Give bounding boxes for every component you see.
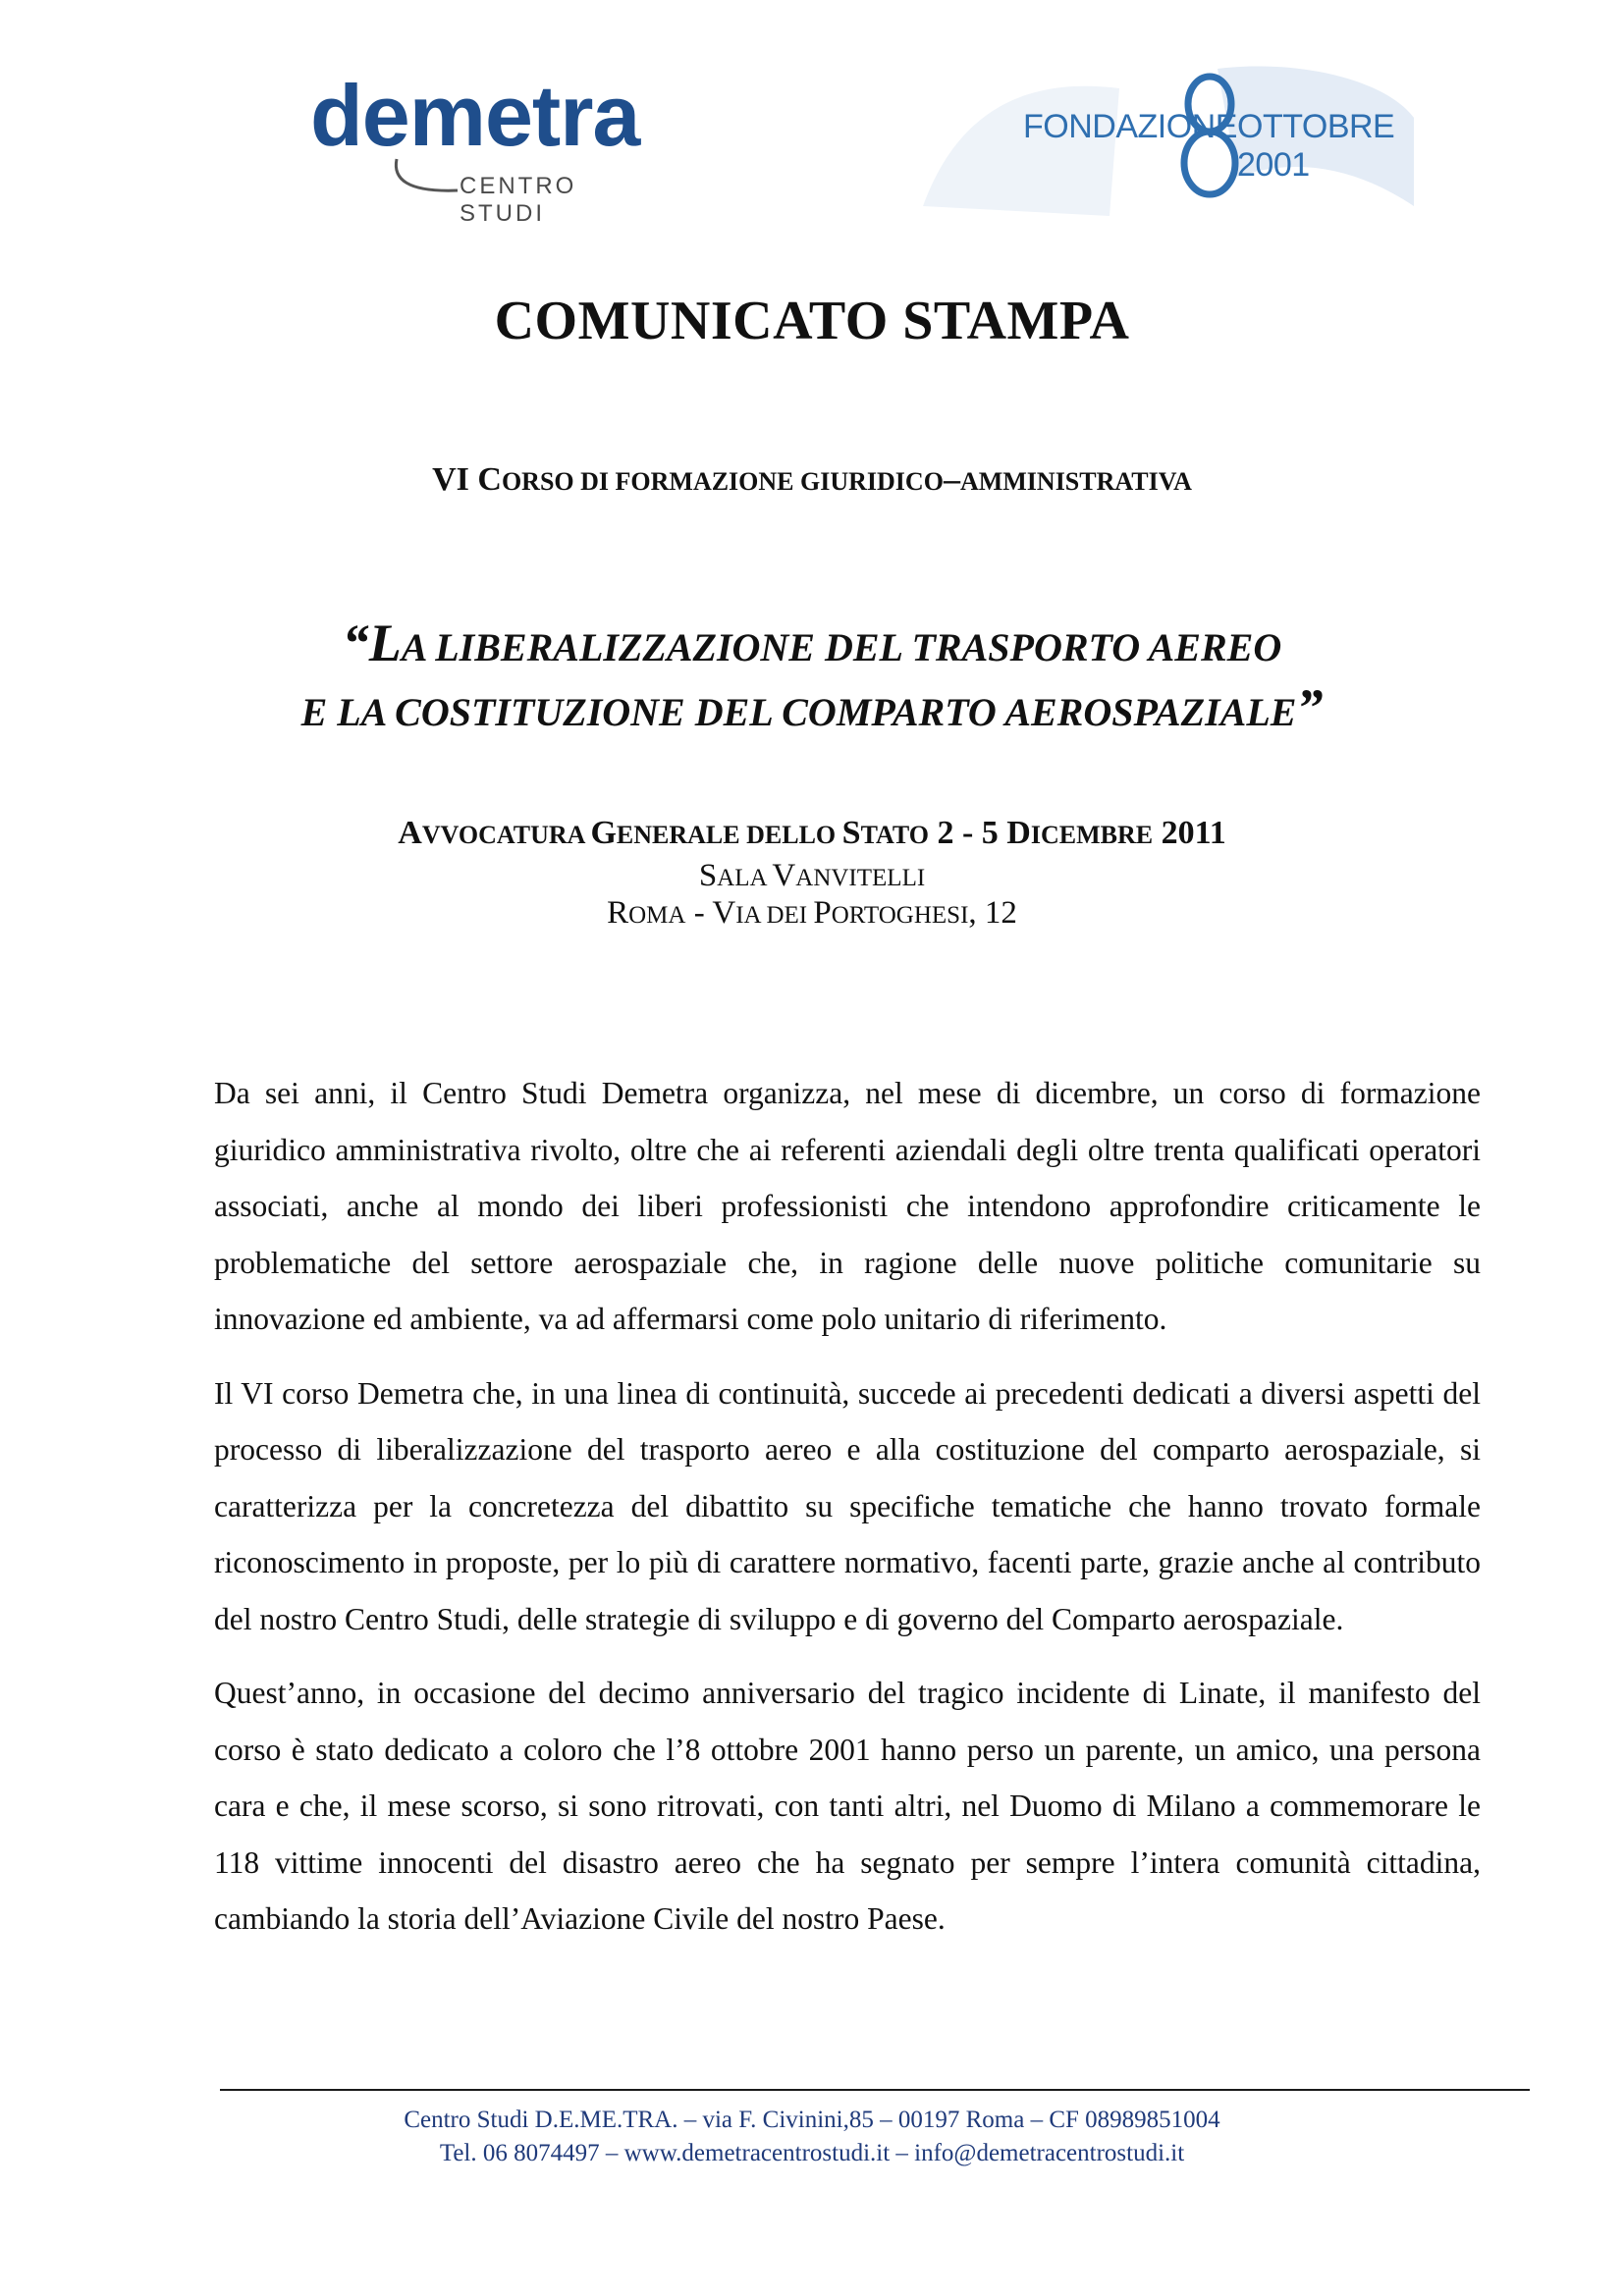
paragraph-2: Il VI corso Demetra che, in una linea di continuità, succede ai precedenti dedicati a diversi aspetti del processo di liberalizzazione del trasporto aereo e alla costituzione del comparto aerospaziale, si caratterizza per la concretezza del dibattito su specifiche tematiche che hanno trovato formale riconoscimento in proposte, per lo più di carattere normativo, facenti parte, grazie anche al contributo del nostro Centro Studi, delle strategie di sviluppo e di governo del Comparto aerospaziale. [214, 1375, 1481, 1636]
body-text [214, 1065, 1481, 1965]
topic-title-line-1: “LA LIBERALIZZAZIONE DEL TRASPORTO AEREO [342, 614, 1282, 672]
paragraph-1: Da sei anni, il Centro Studi Demetra organizza, nel mese di dicembre, un corso di formazione giuridico amministrativa rivolto, oltre che ai referenti aziendali degli oltre trenta qualificati operatori associati, anche al mondo dei liberi professionisti che intendono approfondire criticamente le problematiche del settore aerospaziale che, in ragione delle nuove politiche comunitarie su innovazione ed ambiente, va ad affermarsi come polo unitario di riferimento. [214, 1076, 1481, 1336]
page-title: COMUNICATO STAMPA [494, 291, 1130, 351]
venue-address: ROMA - VIA DEI PORTOGHESI, 12 [607, 895, 1017, 931]
venue-room: SALA VANVITELLI [698, 858, 926, 893]
fondazione-right-text: OTTOBRE 2001 [1237, 108, 1395, 184]
demetra-logo-subtitle: CENTRO STUDI [460, 173, 577, 227]
venue-date: AVVOCATURA GENERALE DELLO STATO 2 - 5 DICEMBRE 2011 [398, 815, 1226, 851]
demetra-logo-name: demetra [310, 67, 640, 164]
fondazione-logo [923, 59, 1414, 216]
footer-address: Centro Studi D.E.ME.TRA. – via F. Civinini,85 – 00197 Roma – CF 08989851004 [404, 2107, 1220, 2133]
topic-title-line-2: E LA COSTITUZIONE DEL COMPARTO AEROSPAZIALE” [300, 678, 1324, 737]
fondazione-left-text: FONDAZIONE [1023, 108, 1237, 145]
footer-contacts: Tel. 06 8074497 – www.demetracentrostudi.it – info@demetracentrostudi.it [439, 2140, 1185, 2166]
footer-divider [220, 2089, 1530, 2091]
course-title: VI CORSO DI FORMAZIONE GIURIDICO–AMMINISTRATIVA [432, 461, 1192, 498]
demetra-logo [295, 67, 658, 227]
paragraph-3: Quest’anno, in occasione del decimo anniversario del tragico incidente di Linate, il manifesto del corso è stato dedicato a coloro che l’8 ottobre 2001 hanno perso un parente, un amico, una persona cara e che, il mese scorso, si sono ritrovati, con tanti altri, nel Duomo di Milano a commemorare le 118 vittime innocenti del disastro aereo che ha segnato per sempre l’intera comunità cittadina, cambiando la storia dell’Aviazione Civile del nostro Paese. [214, 1676, 1481, 1936]
